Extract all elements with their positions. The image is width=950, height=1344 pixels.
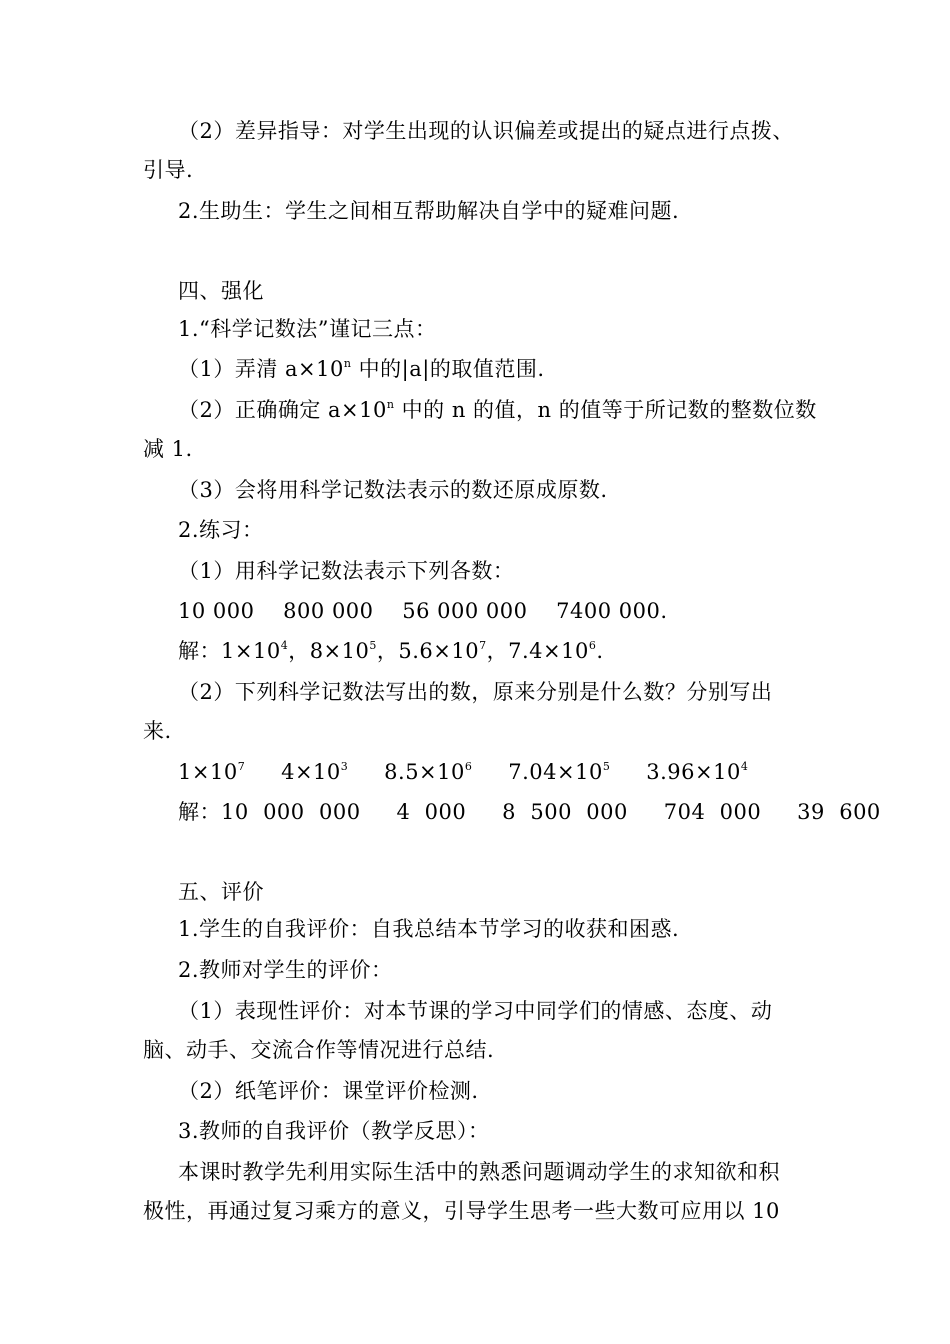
notation-exponent: 5 <box>602 760 611 773</box>
point-1-text: （1）弄清 a×10 <box>178 357 344 381</box>
eval-written: （2）纸笔评价：课堂评价检测. <box>178 1079 479 1103</box>
separator: ， <box>376 639 399 663</box>
eval-performance-cont: 脑、动手、交流合作等情况进行总结. <box>143 1038 495 1062</box>
separator: ， <box>288 639 310 663</box>
solution-prefix: 解： <box>178 639 221 663</box>
notation-exponent: 3 <box>340 760 349 773</box>
item-scientific-notation-points: 1.“科学记数法”谨记三点： <box>178 317 437 341</box>
notation-term: 7.04×10 <box>508 760 603 784</box>
exercise-1-solution <box>178 636 604 666</box>
section-heading-reinforce: 四、强化 <box>178 279 264 303</box>
point-1-exponent: n <box>343 357 352 370</box>
reflection-paragraph-cont: 极性，再通过复习乘方的意义，引导学生思考一些大数可应用以 10 <box>143 1199 780 1223</box>
exercise-2-title: （2）下列科学记数法写出的数，原来分别是什么数？分别写出 <box>178 680 773 704</box>
paragraph-difference-guidance-cont: 引导. <box>143 158 194 182</box>
exercise-1-numbers: 10 000 800 000 56 000 000 7400 000. <box>178 599 668 623</box>
item-students-help-students: 2.生助生：学生之间相互帮助解决自学中的疑难问题. <box>178 199 680 223</box>
solution-exponent: 4 <box>280 639 289 652</box>
point-2-text: （2）正确确定 a×10 <box>178 398 387 422</box>
separator: ， <box>486 639 509 663</box>
point-2-cont: 减 1. <box>143 437 193 461</box>
exercise-2-numbers <box>178 757 748 787</box>
item-teacher-evaluation: 2.教师对学生的评价： <box>178 958 393 982</box>
section-heading-evaluation: 五、评价 <box>178 880 264 904</box>
point-2-exponent: n <box>386 398 395 411</box>
notation-exponent: 7 <box>237 760 246 773</box>
solution-exponent: 5 <box>369 639 377 652</box>
solution-exponent: 7 <box>479 639 487 652</box>
solution-exponent: 6 <box>588 639 597 652</box>
notation-exponent: 4 <box>740 760 749 773</box>
exercise-2-title-cont: 来. <box>143 719 172 743</box>
paragraph-difference-guidance: （2）差异指导：对学生出现的认识偏差或提出的疑点进行点拨、 <box>178 119 794 143</box>
exercise-1-title: （1）用科学记数法表示下列各数： <box>178 559 515 583</box>
exercise-2-solution: 解：10 000 000 4 000 8 500 000 704 000 39 600 <box>178 800 881 824</box>
solution-term: 1×10 <box>221 639 281 663</box>
point-1 <box>178 354 545 384</box>
item-practice: 2.练习： <box>178 518 264 542</box>
point-2 <box>178 395 817 425</box>
point-2-text-end: 中的 n 的值，n 的值等于所记数的整数位数 <box>394 398 817 422</box>
notation-term: 1×10 <box>178 760 238 784</box>
solution-term: 7.4×10 <box>508 639 589 663</box>
item-self-evaluation: 1.学生的自我评价：自我总结本节学习的收获和困惑. <box>178 917 680 941</box>
reflection-paragraph: 本课时教学先利用实际生活中的熟悉问题调动学生的求知欲和积 <box>178 1160 780 1184</box>
point-3: （3）会将用科学记数法表示的数还原成原数. <box>178 478 608 502</box>
point-1-text-end: 中的|a|的取值范围. <box>351 357 545 381</box>
notation-term: 3.96×10 <box>646 760 741 784</box>
eval-performance: （1）表现性评价：对本节课的学习中同学们的情感、态度、动 <box>178 999 773 1023</box>
notation-term: 8.5×10 <box>384 760 465 784</box>
notation-term: 4×10 <box>281 760 341 784</box>
solution-term: 8×10 <box>309 639 370 663</box>
item-teacher-self-evaluation: 3.教师的自我评价（教学反思）： <box>178 1119 490 1143</box>
solution-end: . <box>596 639 604 663</box>
solution-term: 5.6×10 <box>398 639 480 663</box>
notation-exponent: 6 <box>464 760 473 773</box>
